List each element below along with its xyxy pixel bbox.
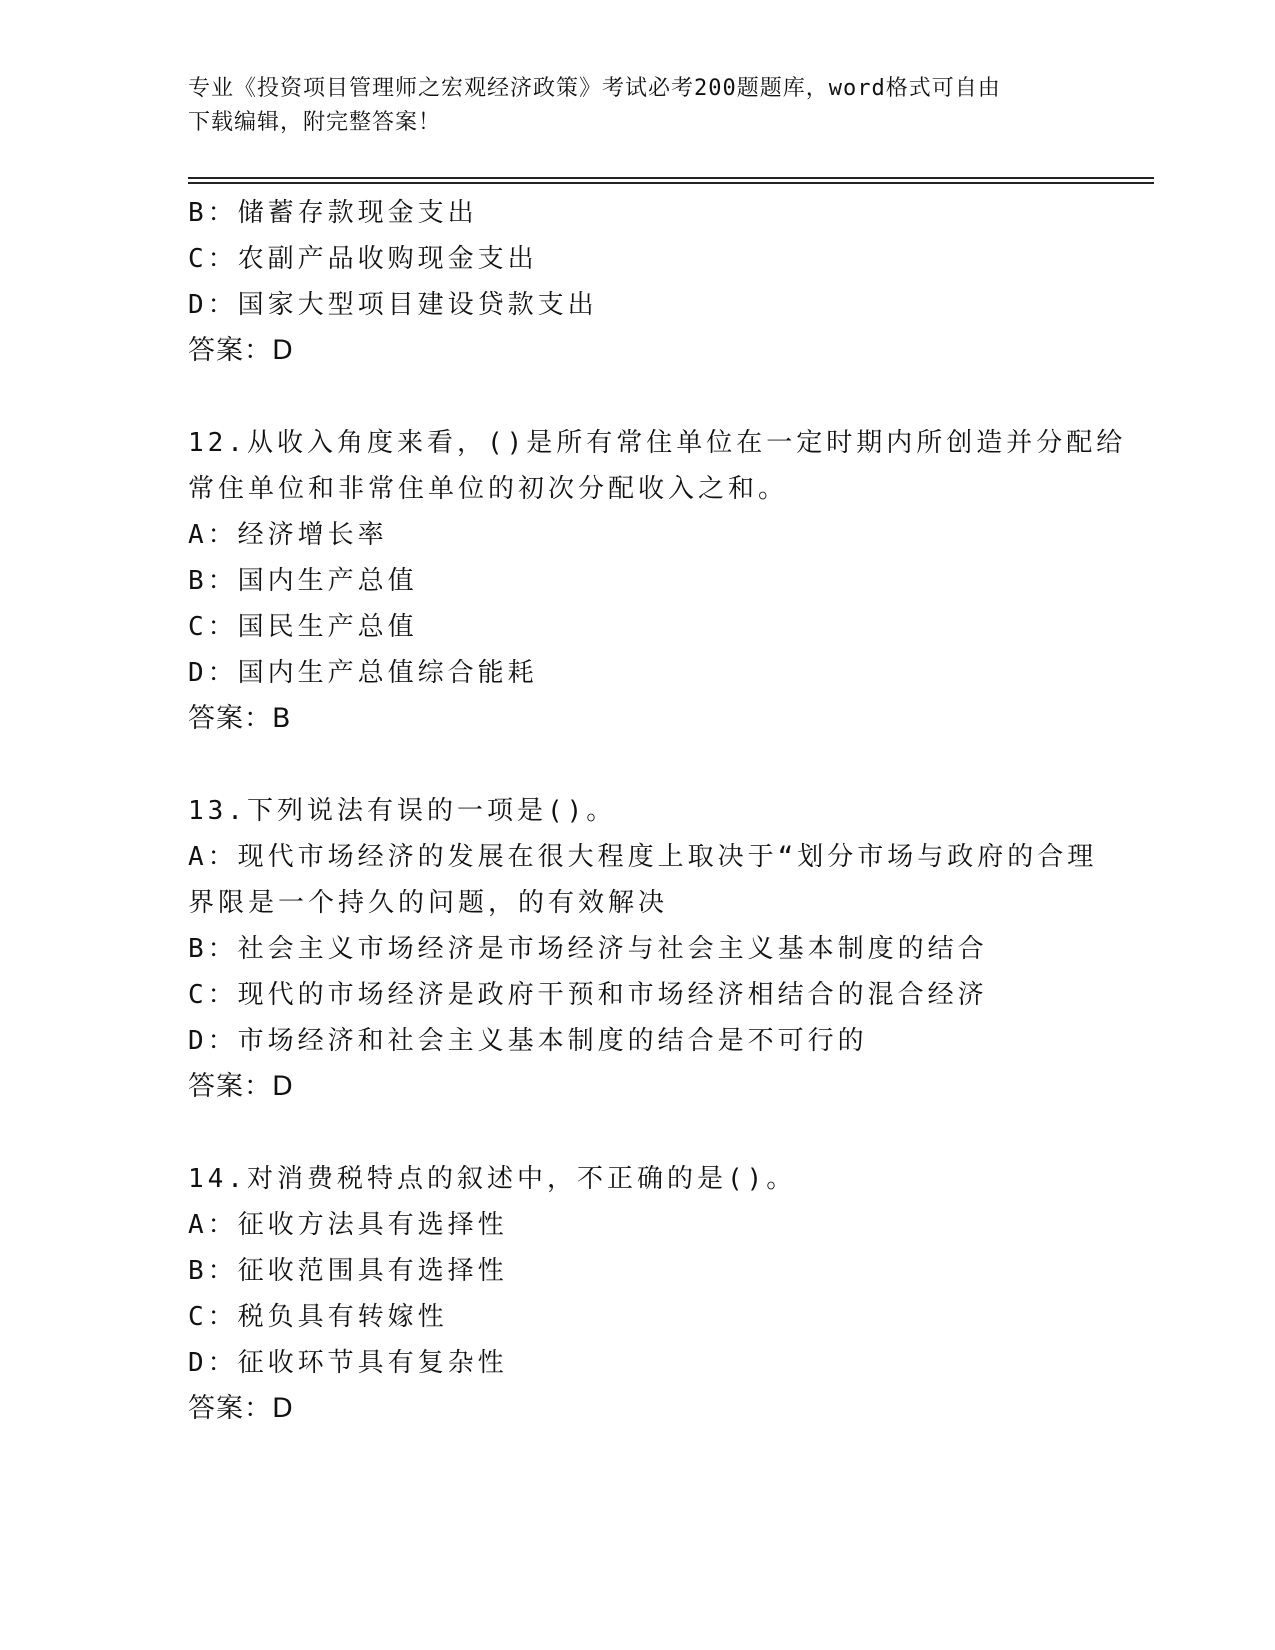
option-d: D：征收环节具有复杂性 <box>188 1348 508 1378</box>
option-d: D：市场经济和社会主义基本制度的结合是不可行的 <box>188 1026 868 1056</box>
header-line-1: 专业《投资项目管理师之宏观经济政策》考试必考200题题库，word格式可自由 <box>188 76 1001 101</box>
question-13 <box>188 788 1098 1110</box>
option-b: B：国内生产总值 <box>188 566 418 596</box>
question-stem-line-1: 14.对消费税特点的叙述中，不正确的是()。 <box>188 1164 797 1194</box>
partial-question <box>188 190 1088 374</box>
header-divider-top <box>188 177 1154 179</box>
document-header <box>188 72 1088 140</box>
option-a: A：经济增长率 <box>188 520 388 550</box>
question-14 <box>188 1156 1088 1432</box>
answer: 答案：B <box>188 703 292 734</box>
option-a-continued: 界限是一个持久的问题，的有效解决 <box>188 888 669 918</box>
option-a: A：现代市场经济的发展在很大程度上取决于“划分市场与政府的合理 <box>188 842 1098 872</box>
option-b: B：储蓄存款现金支出 <box>188 198 478 228</box>
answer: 答案：D <box>188 335 294 366</box>
option-c: C：税负具有转嫁性 <box>188 1302 448 1332</box>
option-d: D：国家大型项目建设贷款支出 <box>188 290 598 320</box>
question-12 <box>188 420 1127 742</box>
option-b: B：社会主义市场经济是市场经济与社会主义基本制度的结合 <box>188 934 988 964</box>
answer: 答案：D <box>188 1393 294 1424</box>
question-stem-line-1: 13.下列说法有误的一项是()。 <box>188 796 617 826</box>
answer: 答案：D <box>188 1071 294 1102</box>
question-stem-line-1: 12.从收入角度来看，()是所有常住单位在一定时期内所创造并分配给 <box>188 428 1127 458</box>
option-c: C：国民生产总值 <box>188 612 418 642</box>
document-body <box>188 190 1127 1432</box>
question-stem-line-2: 常住单位和非常住单位的初次分配收入之和。 <box>188 474 789 504</box>
option-a: A：征收方法具有选择性 <box>188 1210 508 1240</box>
option-d: D：国内生产总值综合能耗 <box>188 658 538 688</box>
option-c: C：现代的市场经济是政府干预和市场经济相结合的混合经济 <box>188 980 988 1010</box>
header-divider-bottom <box>188 182 1154 184</box>
option-b: B：征收范围具有选择性 <box>188 1256 508 1286</box>
option-c: C：农副产品收购现金支出 <box>188 244 538 274</box>
header-line-2: 下载编辑，附完整答案！ <box>188 110 442 135</box>
